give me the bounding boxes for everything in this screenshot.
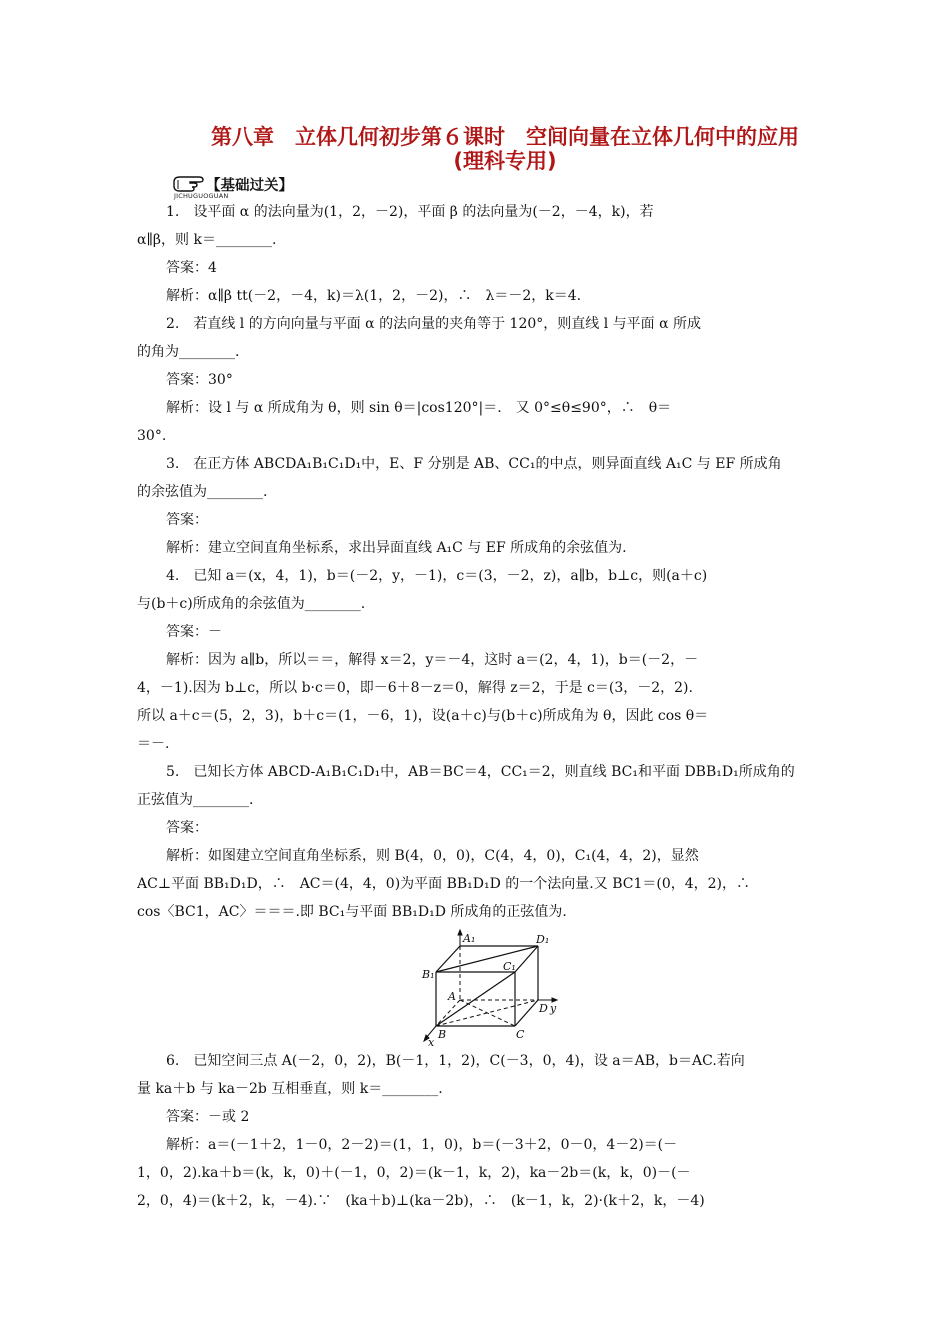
text-line: 3. 在正方体 ABCDA₁B₁C₁D₁中，E、F 分别是 AB、CC₁的中点，则异面直线 A₁C 与 EF 所成角: [166, 456, 782, 472]
text-line: 解析：设 l 与 α 所成角为 θ，则 sin θ＝|cos120°|＝. 又 0°≤θ≤90°，∴ θ＝: [166, 400, 672, 416]
text-line: 量 ka＋b 与 ka－2b 互相垂直，则 k＝________.: [137, 1081, 443, 1097]
label-d1: D₁: [536, 933, 550, 946]
text-line: 解析：建立空间直角坐标系，求出异面直线 A₁C 与 EF 所成角的余弦值为.: [166, 540, 627, 556]
text-line: 正弦值为________.: [137, 792, 254, 808]
text-line: 5. 已知长方体 ABCD-A₁B₁C₁D₁中，AB＝BC＝4，CC₁＝2，则直线 BC₁和平面 DBB₁D₁所成角的: [166, 764, 795, 780]
page-subtitle: (理科专用): [453, 149, 557, 173]
text-line: 解析：α∥β tt(－2，－4，k)＝λ(1，2，－2)，∴ λ＝－2，k＝4.: [166, 288, 582, 304]
label-x: x: [428, 1036, 435, 1046]
section-badge: [172, 172, 322, 198]
text-line: 的角为________.: [137, 344, 240, 360]
text-line: 答案：: [166, 820, 208, 836]
text-line: 解析：因为 a∥b，所以＝＝，解得 x＝2，y＝－4，这时 a＝(2，4，1)，b＝(－2，－: [166, 652, 699, 668]
text-line: 答案：－: [166, 624, 222, 640]
text-line: 解析：如图建立空间直角坐标系，则 B(4，0，0)，C(4，4，0)，C₁(4，4，2)，显然: [166, 848, 699, 864]
label-y: y: [550, 1002, 557, 1015]
text-line: 4，－1).因为 b⊥c，所以 b·c＝0，即－6＋8－z＝0，解得 z＝2，于是 c＝(3，－2，2).: [137, 680, 693, 696]
text-line: 30°.: [137, 428, 167, 444]
label-b: B: [438, 1028, 447, 1041]
text-line: α∥β，则 k＝________.: [137, 232, 277, 248]
text-line: 答案：－或 2: [166, 1109, 250, 1125]
page-title: 第八章 立体几何初步第６课时 空间向量在立体几何中的应用: [211, 125, 799, 149]
text-line: 2，0，4)＝(k＋2，k，－4).∵ (ka＋b)⊥(ka－2b)，∴ (k－1，k，2)·(k＋2，k，－4): [137, 1193, 705, 1209]
text-line: 4. 已知 a＝(x，4，1)，b＝(－2，y，－1)，c＝(3，－2，z)，a∥b，b⊥c，则(a＋c): [166, 568, 708, 584]
label-c: C: [516, 1028, 525, 1041]
text-line: cos〈BC1，AC〉＝＝＝.即 BC₁与平面 BB₁D₁D 所成角的正弦值为.: [137, 904, 567, 920]
section-label: 【基础过关】: [206, 178, 293, 194]
text-line: 1. 设平面 α 的法向量为(1，2，－2)，平面 β 的法向量为(－2，－4，k)，若: [166, 204, 654, 220]
label-a1: A₁: [463, 932, 476, 945]
section-pinyin: JICHUGUOGUAN: [174, 192, 229, 200]
cuboid-figure: [418, 928, 568, 1046]
pointing-hand-icon: [172, 174, 206, 192]
text-line: ＝－.: [137, 736, 170, 752]
text-line: 与(b＋c)所成角的余弦值为________.: [137, 596, 366, 612]
text-line: 6. 已知空间三点 A(－2，0，2)，B(－1，1，2)，C(－3，0，4)，设 a＝AB，b＝AC.若向: [166, 1053, 745, 1069]
label-d: D: [539, 1002, 548, 1015]
text-line: 答案：4: [166, 260, 217, 276]
text-line: 的余弦值为________.: [137, 484, 268, 500]
text-line: AC⊥平面 BB₁D₁D，∴ AC＝(4，4，0)为平面 BB₁D₁D 的一个法向量.又 BC1＝(0，4，2)，∴: [137, 876, 751, 892]
label-c1: C₁: [503, 960, 516, 973]
label-a: A: [448, 990, 456, 1003]
text-line: 2. 若直线 l 的方向向量与平面 α 的法向量的夹角等于 120°，则直线 l 与平面 α 所成: [166, 316, 701, 332]
text-line: 所以 a＋c＝(5，2，3)，b＋c＝(1，－6，1)，设(a＋c)与(b＋c)所成角为 θ，因此 cos θ＝: [137, 708, 709, 724]
text-line: 1，0，2).ka＋b＝(k，k，0)＋(－1，0，2)＝(k－1，k，2)，ka－2b＝(k，k，0)－(－: [137, 1165, 691, 1181]
text-line: 解析：a＝(－1＋2，1－0，2－2)＝(1，1，0)，b＝(－3＋2，0－0，4－2)＝(－: [166, 1137, 678, 1153]
text-line: 答案：: [166, 512, 208, 528]
text-line: 答案：30°: [166, 372, 233, 388]
label-b1: B₁: [422, 968, 435, 981]
